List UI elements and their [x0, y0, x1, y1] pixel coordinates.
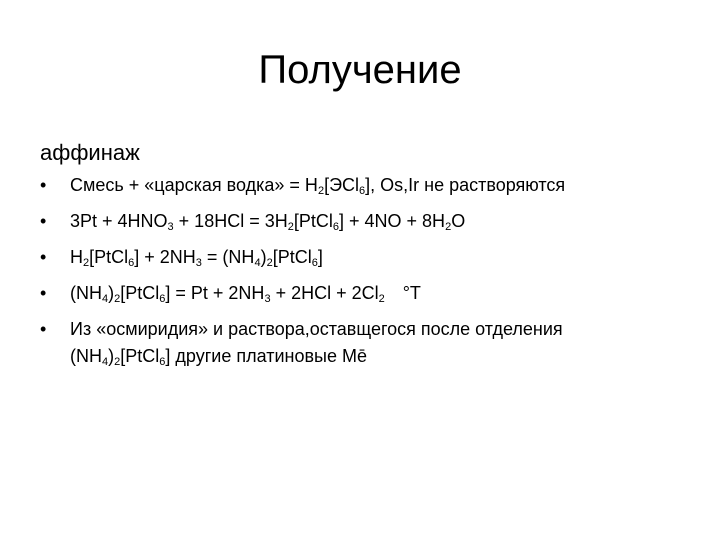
subscript: 6 — [311, 257, 318, 269]
text-run: [PtCl — [293, 211, 333, 231]
subscript: 4 — [102, 293, 109, 305]
text-run: + 18HCl = 3H — [173, 211, 288, 231]
bullet-text — [70, 283, 421, 303]
bullet-marker: • — [40, 247, 47, 267]
text-run: ] + 4NO + 8H — [339, 211, 446, 231]
subscript: 4 — [254, 257, 261, 269]
bullet-list — [40, 172, 660, 379]
subscript: 6 — [359, 185, 366, 197]
text-run: + 2HCl + 2Cl — [270, 283, 379, 303]
subscript: 6 — [332, 221, 339, 233]
subscript: 6 — [159, 293, 166, 305]
bullet-item — [40, 172, 660, 199]
bullet-marker: • — [40, 175, 47, 195]
text-run: ] — [317, 247, 323, 267]
subscript: 2 — [445, 221, 452, 233]
text-run: = (NH — [201, 247, 255, 267]
text-run: ) — [108, 346, 115, 366]
bullet-marker: • — [40, 211, 47, 231]
slide-title: Получение — [258, 48, 462, 92]
text-run: [PtCl — [120, 346, 160, 366]
subscript: 6 — [159, 356, 166, 368]
text-run: ] + 2NH — [134, 247, 196, 267]
text-run: ) — [108, 283, 115, 303]
text-run: H — [70, 247, 83, 267]
text-run: Из «осмиридия» и раствора,оставщегося после отделения (NH — [70, 319, 563, 366]
text-run: ) — [260, 247, 267, 267]
bullet-item — [40, 316, 660, 370]
text-run: ], Os,Ir не растворяются — [365, 175, 566, 195]
bullet-marker: • — [40, 283, 47, 303]
subscript: 2 — [114, 293, 121, 305]
subscript: 6 — [128, 257, 135, 269]
subscript: 2 — [83, 257, 90, 269]
subheading: аффинаж — [40, 140, 140, 165]
subscript: 3 — [195, 257, 202, 269]
subscript: 2 — [266, 257, 273, 269]
text-run: [PtCl — [89, 247, 129, 267]
subscript: 4 — [102, 356, 109, 368]
subscript: 2 — [378, 293, 385, 305]
text-run: O — [451, 211, 466, 231]
text-run: [PtCl — [120, 283, 160, 303]
text-run: Смесь + «царская водка» = H — [70, 175, 318, 195]
bullet-text — [70, 247, 323, 267]
subscript: 2 — [287, 221, 294, 233]
subscript: 2 — [317, 185, 325, 197]
text-run: [PtCl — [272, 247, 312, 267]
bullet-item — [40, 244, 660, 271]
bullet-text — [70, 175, 565, 195]
bullet-item — [40, 280, 660, 307]
bullet-marker: • — [40, 319, 47, 339]
text-run: (NH — [70, 283, 102, 303]
text-run: °T — [402, 283, 421, 303]
subscript: 2 — [114, 356, 121, 368]
bullet-text — [70, 211, 465, 231]
text-run: 3Pt + 4HNO — [70, 211, 168, 231]
text-run: ] = Pt + 2NH — [165, 283, 265, 303]
bullet-item — [40, 208, 660, 235]
bullet-text — [70, 319, 563, 366]
subscript: 3 — [167, 221, 174, 233]
text-run: ] другие платиновые Mē — [165, 346, 367, 366]
text-run: [ЭCl — [324, 175, 359, 195]
subscript: 3 — [264, 293, 271, 305]
